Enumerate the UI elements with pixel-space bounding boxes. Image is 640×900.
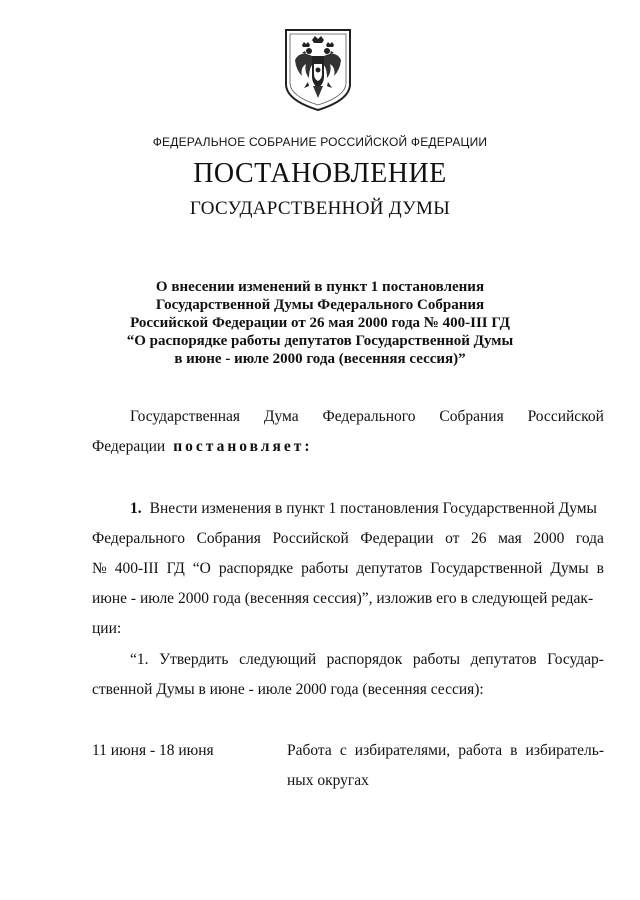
item-1-line [92,614,604,644]
preamble-word: Федерации [92,438,166,455]
item-1-word: Российской [272,530,349,547]
item-number: 1. [130,500,142,517]
preamble-paragraph [92,402,604,462]
schedule-text: ных округах [287,772,369,789]
document-issuer: ГОСУДАРСТВЕННОЙ ДУМЫ [189,198,451,219]
item-1-word: от [445,530,460,547]
schedule-word: Работа [287,742,332,759]
item-1-line [92,554,604,584]
item-1-word: работы [301,560,349,577]
preamble-line [92,432,604,462]
item-1-word: 2000 [533,530,565,547]
schedule-description [287,736,604,796]
quoted-paragraph [92,645,604,705]
item-1-word: ГД [166,560,185,577]
quote-word: Государ- [547,651,604,668]
quote-word: депутатов [470,651,537,668]
item-1-text: Внести изменения в пункт 1 постановления Государственной Думы [149,500,597,517]
item-1-word: Федерации [360,530,434,547]
schedule-word: избирателями, [354,742,451,759]
item-1-word: 26 [471,530,487,547]
schedule-word: с [339,742,347,759]
quote-word: распорядок [326,651,403,668]
subject-line: Государственной Думы Федерального Собрания [155,297,485,313]
schedule-word: избиратель- [525,742,604,759]
item-1-word: Думы [550,560,589,577]
item-1-word: 400-III [114,560,159,577]
subject-line: “О распорядке работы депутатов Государственной Думы [126,333,514,349]
item-1-word: депутатов [356,560,423,577]
item-1-word: мая [498,530,522,547]
preamble-word: Государственная [130,408,241,425]
item-1-paragraph [92,494,604,644]
document-type-title: ПОСТАНОВЛЕНИЕ [193,158,447,189]
schedule-word: работа [458,742,503,759]
schedule-date-range: 11 июня - 18 июня [92,742,214,759]
item-1-word: года [575,530,604,547]
decree-word: постановляет: [173,438,313,455]
item-1-text: июне - июле 2000 года (весенняя сессия)”, изложив его в следующей редак- [92,590,594,607]
schedule-word: в [510,742,518,759]
subject-line: Российской Федерации от 26 мая 2000 года № 400-III ГД [130,315,510,331]
subject-line: О внесении изменений в пункт 1 постановления [155,279,485,295]
quote-line [92,645,604,675]
quote-word: следующий [239,651,317,668]
preamble-line [92,402,604,432]
item-1-word: Собрания [196,530,261,547]
subject-line: в июне - июле 2000 года (весенняя сессия)” [174,351,466,367]
assembly-name: ФЕДЕРАЛЬНОЕ СОБРАНИЕ РОССИЙСКОЙ ФЕДЕРАЦИИ [152,135,488,149]
preamble-word: Собрания [439,408,504,425]
item-1-line [92,494,604,524]
item-1-word: “О [192,560,211,577]
preamble-word: Федерального [322,408,416,425]
item-1-line [92,524,604,554]
schedule-line [287,766,604,796]
preamble-word: Дума [263,408,299,425]
quote-line [92,675,604,705]
document-subject [0,278,640,368]
item-1-word: № [92,560,107,577]
quote-word: “1. [130,651,149,668]
schedule-line [287,736,604,766]
item-1-line [92,584,604,614]
item-1-word: распорядке [218,560,294,577]
item-1-text: ции: [92,620,122,637]
item-1-word: Государственной [430,560,543,577]
quote-word: Утвердить [159,651,229,668]
quote-text: ственной Думы в июне - июле 2000 года (весенняя сессия): [92,681,484,698]
item-1-word: в [596,560,604,577]
coat-of-arms-emblem [282,26,354,112]
item-1-word: Федерального [92,530,186,547]
preamble-word: Российской [527,408,604,425]
quote-word: работы [412,651,461,668]
